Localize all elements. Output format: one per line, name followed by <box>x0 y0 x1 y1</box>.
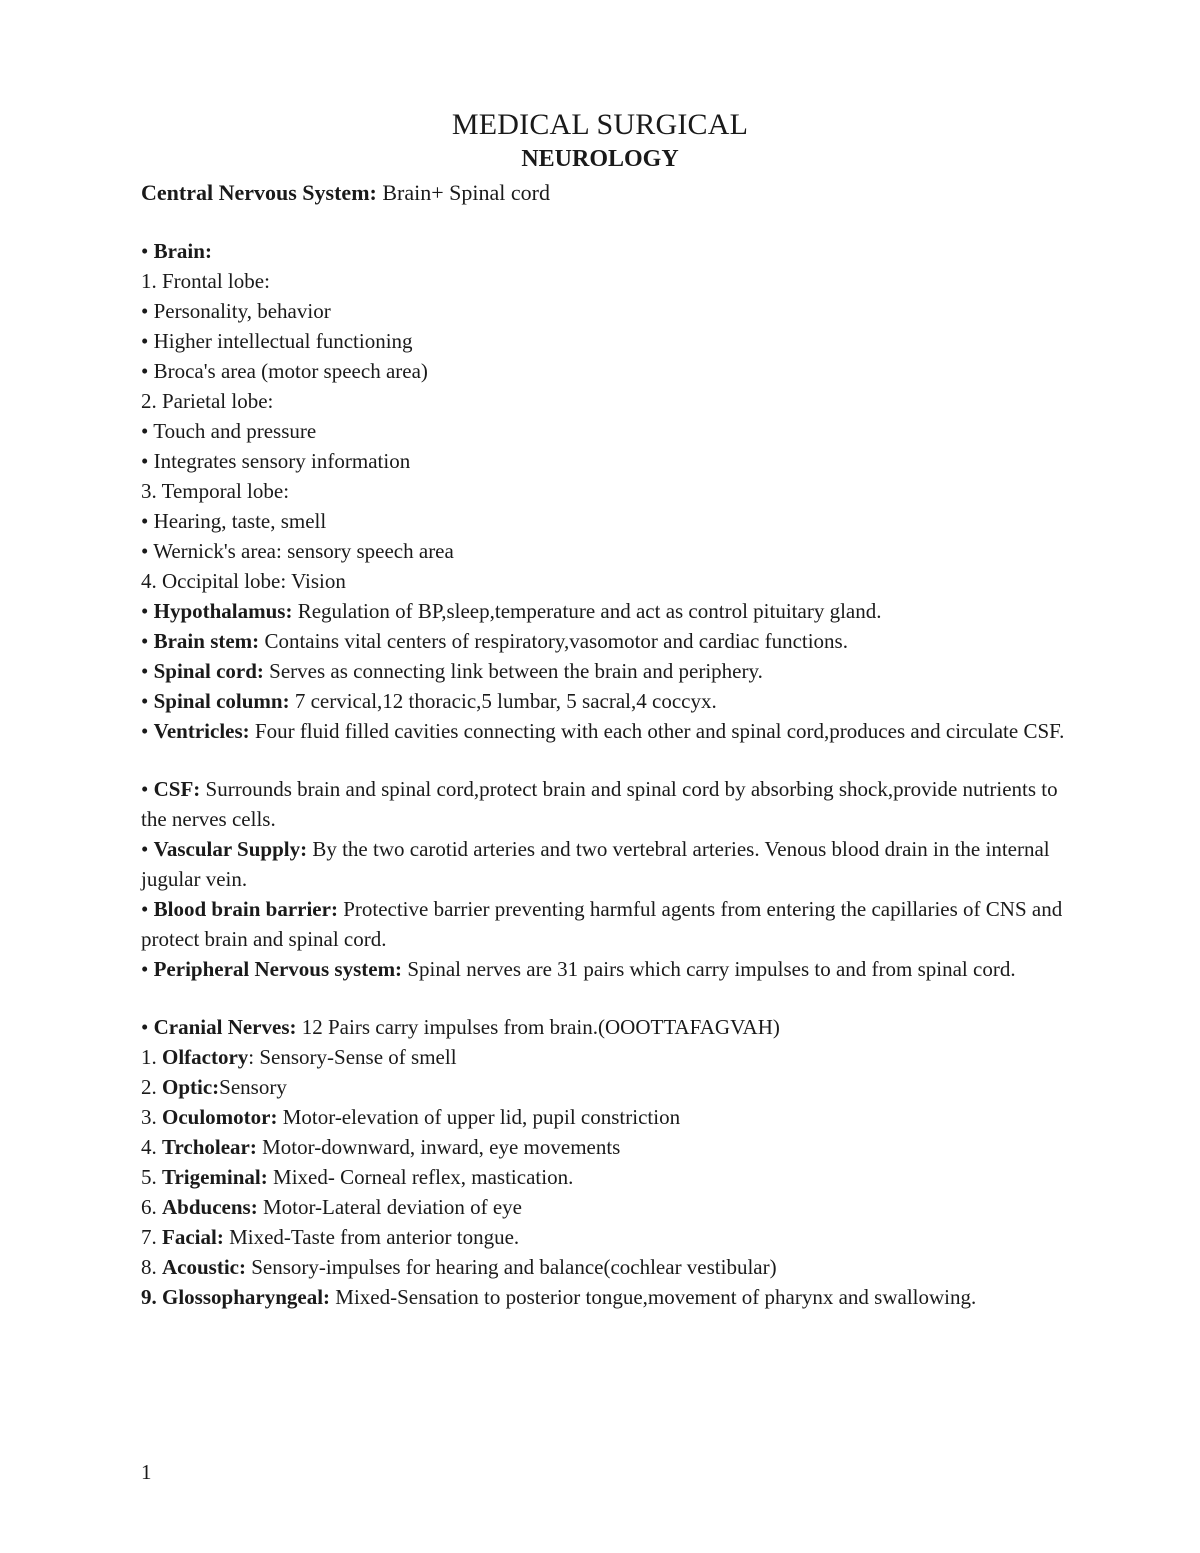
bullet-glyph: • <box>141 777 154 801</box>
list-item <box>141 656 1071 686</box>
nerve-description: Motor-elevation of upper lid, pupil constriction <box>277 1105 681 1129</box>
cns-text: Brain+ Spinal cord <box>376 180 550 205</box>
cranial-nerve-item <box>141 1222 1071 1252</box>
list-item <box>141 834 1071 894</box>
page-title: MEDICAL SURGICAL <box>451 108 749 141</box>
item-label: Hypothalamus: <box>153 599 293 623</box>
nerve-number: 8. <box>141 1255 162 1279</box>
item-text: Serves as connecting link between the brain and periphery. <box>263 659 763 683</box>
nerve-number: 4. <box>141 1135 162 1159</box>
page-subtitle: NEUROLOGY <box>521 146 679 172</box>
list-item <box>141 774 1071 834</box>
bullet-glyph: • <box>141 599 154 623</box>
nerve-name: Facial: <box>162 1225 224 1249</box>
nerve-name: Optic: <box>162 1075 220 1099</box>
item-label: Vascular Supply: <box>153 837 308 861</box>
nerve-description: Mixed- Corneal reflex, mastication. <box>267 1165 574 1189</box>
cns-items-list-2 <box>141 774 1071 984</box>
brain-label: Brain: <box>153 239 212 263</box>
item-text: Regulation of BP,sleep,temperature and act as control pituitary gland. <box>292 599 882 623</box>
cranial-nerve-item <box>141 1252 1071 1282</box>
nerve-description: Mixed-Sensation to posterior tongue,movement of pharynx and swallowing. <box>330 1285 977 1309</box>
lobe-line: • Integrates sensory information <box>141 449 411 473</box>
bullet-glyph: • <box>141 719 154 743</box>
list-item <box>141 626 1071 656</box>
nerve-number: 6. <box>141 1195 162 1219</box>
nerve-description: Motor-Lateral deviation of eye <box>257 1195 523 1219</box>
nerve-name: Trcholear: <box>162 1135 257 1159</box>
lobe-line: • Higher intellectual functioning <box>141 329 413 353</box>
document-body <box>141 178 1071 1312</box>
lobe-line: • Touch and pressure <box>141 419 317 443</box>
item-label: Spinal cord: <box>153 659 264 683</box>
list-item <box>141 716 1071 746</box>
nerve-name: Abducens: <box>162 1195 258 1219</box>
item-label: Peripheral Nervous system: <box>153 957 403 981</box>
bullet-glyph: • <box>141 897 154 921</box>
nerve-description: Motor-downward, inward, eye movements <box>256 1135 621 1159</box>
item-text: Contains vital centers of respiratory,vasomotor and cardiac functions. <box>259 629 848 653</box>
item-label: CSF: <box>153 777 201 801</box>
item-text: By the two carotid arteries and two vertebral arteries. Venous blood drain in the internal jugular vein. <box>141 837 1050 891</box>
nerve-number: 5. <box>141 1165 162 1189</box>
lobe-line: • Personality, behavior <box>141 299 331 323</box>
cranial-text: 12 Pairs carry impulses from brain.(OOOTTAFAGVAH) <box>296 1015 780 1039</box>
nerve-name: Acoustic: <box>162 1255 246 1279</box>
lobe-line: • Hearing, taste, smell <box>141 509 327 533</box>
item-text: Spinal nerves are 31 pairs which carry impulses to and from spinal cord. <box>402 957 1016 981</box>
nerve-description: Mixed-Taste from anterior tongue. <box>223 1225 520 1249</box>
list-item <box>141 686 1071 716</box>
cns-label: Central Nervous System: <box>141 180 377 205</box>
page-number: 1 <box>141 1460 152 1484</box>
lobe-line: 4. Occipital lobe: Vision <box>141 569 346 593</box>
nerve-description: Sensory <box>219 1075 287 1099</box>
item-text: Four fluid filled cavities connecting with each other and spinal cord,produces and circulate CSF. <box>249 719 1065 743</box>
nerve-name: Oculomotor: <box>162 1105 278 1129</box>
item-label: Brain stem: <box>153 629 260 653</box>
bullet-glyph: • <box>141 837 154 861</box>
item-text: Surrounds brain and spinal cord,protect brain and spinal cord by absorbing shock,provide nutrients to the nerves cells. <box>141 777 1058 831</box>
list-item <box>141 954 1071 984</box>
cranial-nerves-heading <box>141 1012 1071 1042</box>
nerve-name: Trigeminal: <box>162 1165 268 1189</box>
lobe-line: 2. Parietal lobe: <box>141 389 274 413</box>
brain-lobes-list <box>141 266 1071 596</box>
bullet-glyph: • <box>141 957 154 981</box>
lobe-line: 1. Frontal lobe: <box>141 269 270 293</box>
item-label: Blood brain barrier: <box>153 897 338 921</box>
cns-items-list <box>141 596 1071 746</box>
bullet-glyph: • <box>141 1015 154 1039</box>
cranial-nerve-item <box>141 1102 1071 1132</box>
list-item <box>141 596 1071 626</box>
lobe-line: • Broca's area (motor speech area) <box>141 359 428 383</box>
cranial-nerve-item <box>141 1042 1071 1072</box>
item-text: 7 cervical,12 thoracic,5 lumbar, 5 sacral,4 coccyx. <box>289 689 717 713</box>
brain-heading <box>141 236 1071 266</box>
nerve-number: 7. <box>141 1225 162 1249</box>
cranial-nerves-list <box>141 1042 1071 1312</box>
nerve-name: Olfactory <box>162 1045 249 1069</box>
nerve-number: 1. <box>141 1045 162 1069</box>
lobe-line: 3. Temporal lobe: <box>141 479 290 503</box>
cranial-nerve-item <box>141 1282 1071 1312</box>
nerve-number: 3. <box>141 1105 162 1129</box>
cranial-nerve-item <box>141 1192 1071 1222</box>
item-label: Ventricles: <box>153 719 250 743</box>
cranial-nerve-item <box>141 1132 1071 1162</box>
bullet-glyph: • <box>141 629 154 653</box>
nerve-number: 2. <box>141 1075 162 1099</box>
bullet-glyph: • <box>141 659 154 683</box>
cns-heading <box>141 178 1071 208</box>
lobe-line: • Wernick's area: sensory speech area <box>141 539 454 563</box>
list-item <box>141 894 1071 954</box>
bullet-glyph: • <box>141 239 154 263</box>
cranial-nerve-item <box>141 1072 1071 1102</box>
nerve-description: Sensory-impulses for hearing and balance(cochlear vestibular) <box>245 1255 777 1279</box>
nerve-name: 9. Glossopharyngeal: <box>141 1285 331 1309</box>
cranial-label: Cranial Nerves: <box>153 1015 297 1039</box>
bullet-glyph: • <box>141 689 154 713</box>
nerve-description: : Sensory-Sense of smell <box>248 1045 457 1069</box>
item-label: Spinal column: <box>153 689 290 713</box>
cranial-nerve-item <box>141 1162 1071 1192</box>
item-text: Protective barrier preventing harmful agents from entering the capillaries of CNS and protect brain and spinal cord. <box>141 897 1063 951</box>
